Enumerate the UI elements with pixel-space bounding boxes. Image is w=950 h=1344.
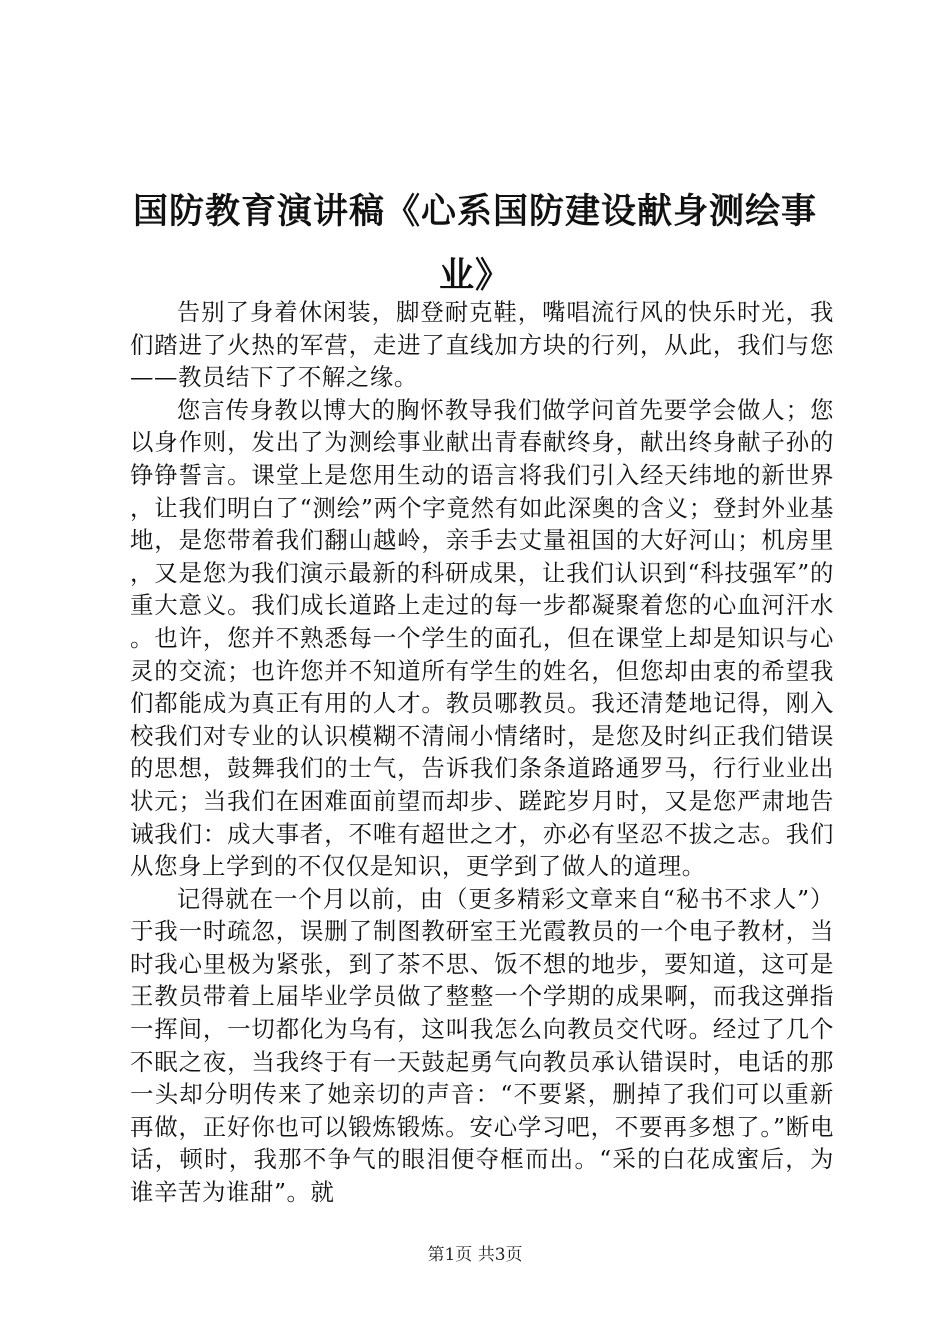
document-body: [130, 296, 834, 1209]
paragraph-3: 记得就在一个月以前，由（更多精彩文章来自“秘书不求人”）于我一时疏忽，误删了制图教研室王光霞教员的一个电子教材，当时我心里极为紧张，到了茶不思、饭不想的地步，要知道，这可是王教员带着上届毕业学员做了整整一个学期的成果啊，而我这弹指一挥间，一切都化为乌有，这叫我怎么向教员交代呀。经过了几个不眠之夜，当我终于有一天鼓起勇气向教员承认错误时，电话的那一头却分明传来了她亲切的声音：“不要紧，删掉了我们可以重新再做，正好你也可以锻炼锻炼。安心学习吧，不要再多想了。”断电话，顿时，我那不争气的眼泪便夺框而出。“采的白花成蜜后，为谁辛苦为谁甜”。就: [130, 884, 834, 1207]
paragraph-2: 您言传身教以博大的胸怀教导我们做学问首先要学会做人；您以身作则，发出了为测绘事业献出青春献终身，献出终身献子孙的铮铮誓言。课堂上是您用生动的语言将我们引入经天纬地的新世界，让我们明白了“测绘”两个字竟然有如此深奥的含义；登封外业基地，是您带着我们翻山越岭，亲手去丈量祖国的大好河山；机房里，又是您为我们演示最新的科研成果，让我们认识到“科技强军”的重大意义。我们成长道路上走过的每一步都凝聚着您的心血河汗水。也许，您并不熟悉每一个学生的面孔，但在课堂上却是知识与心灵的交流；也许您并不知道所有学生的姓名，但您却由衷的希望我们都能成为真正有用的人才。教员哪教员。我还清楚地记得，刚入校我们对专业的认识模糊不清闹小情绪时，是您及时纠正我们错误的思想，鼓舞我们的士气，告诉我们条条道路通罗马，行行业业出状元；当我们在困难面前望而却步、蹉跎岁月时，又是您严肃地告诫我们：成大事者，不唯有超世之才，亦必有坚忍不拔之志。我们从您身上学到的不仅仅是知识，更学到了做人的道理。: [130, 395, 834, 881]
document-title: 国防教育演讲稿《心系国防建设献身测绘事业》: [132, 191, 817, 296]
page-footer: 第1页 共3页: [427, 1245, 523, 1265]
paragraph-1: 告别了身着休闲装，脚登耐克鞋，嘴唱流行风的快乐时光，我们踏进了火热的军营，走进了直线加方块的行列，从此，我们与您——教员结下了不解之缘。: [130, 298, 834, 392]
